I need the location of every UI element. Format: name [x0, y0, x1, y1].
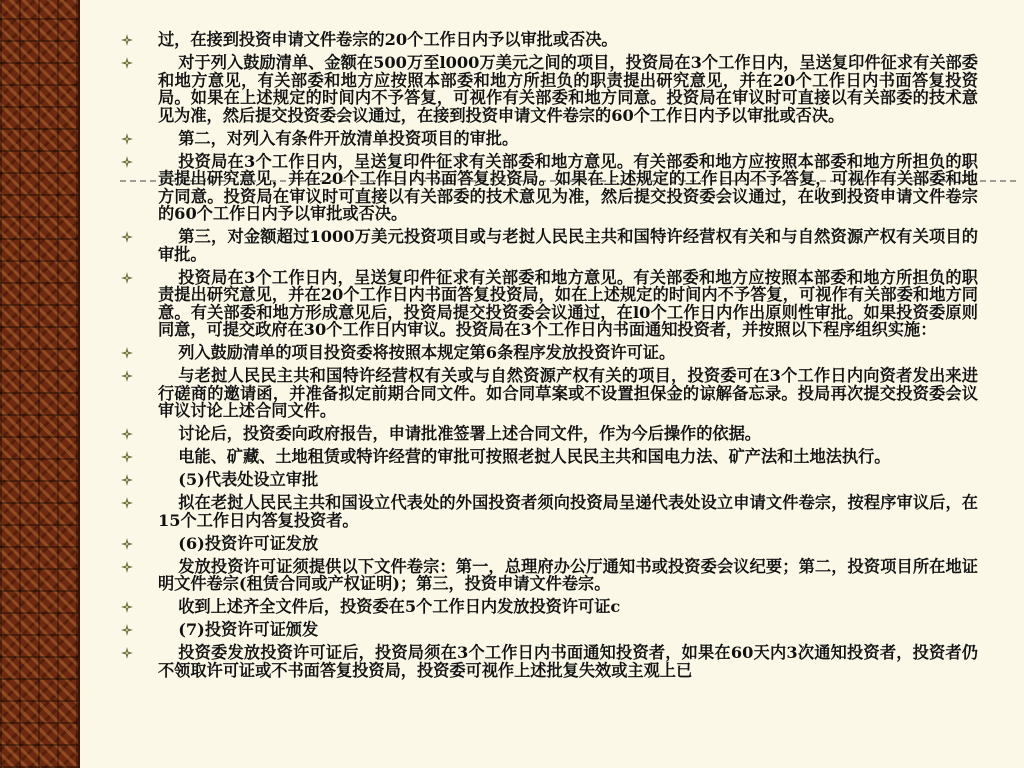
paragraph-text: 拟在老挝人民民主共和国设立代表处的外国投资者须向投资局呈递代表处设立申请文件卷宗，按程序审议后，在15个工作日内答复投资者。 — [158, 493, 978, 530]
paragraph-text: 发放投资许可证须提供以下文件卷宗：第一，总理府办公厅通知书或投资委会议纪要；第二，投资项目所在地证明文件卷宗(租赁合同或产权证明)；第三，投资申请文件卷宗。 — [158, 556, 978, 593]
paragraph-item — [112, 269, 978, 339]
paragraph-text: (6)投资许可证发放 — [178, 533, 319, 553]
paragraph-item — [112, 54, 978, 124]
sparkle-bullet-icon — [112, 494, 158, 510]
sparkle-bullet-icon — [112, 228, 158, 244]
sparkle-bullet-icon — [112, 425, 158, 441]
paragraph-text: (5)代表处设立审批 — [178, 470, 319, 489]
paragraph-item — [112, 367, 978, 420]
paragraph-text: 投资局在3个工作日内，呈送复印件征求有关部委和地方意见。有关部委和地方应按照本部委和地方所担负的职责提出研究意见，并在20个工作日内书面答复投资局，如在上述规定的时间内不予答复，可视作有关部委和地方同意。有关部委和地方形成意见后，投资局提交投资委会议通过，在l0个工作日内作出原则性审批。如果投资委原则同意，可提交政府在30个工作日内审议。投资局在3个工作日内书面通知投资者，并按照以下程序组织实施： — [158, 267, 978, 339]
sparkle-bullet-icon — [112, 31, 158, 47]
paragraph-item — [112, 644, 978, 679]
sparkle-bullet-icon — [112, 621, 158, 637]
paragraph-text: 第二，对列入有条件开放清单投资项目的审批。 — [178, 128, 519, 148]
paragraph-text: 电能、矿藏、土地租赁或特许经营的审批可按照老挝人民民主共和国电力法、矿产法和土地法执行。 — [178, 447, 891, 466]
decorative-side-strip — [0, 0, 78, 768]
sparkle-bullet-icon — [112, 644, 158, 660]
paragraph-item — [112, 621, 978, 639]
paragraph-item — [112, 344, 978, 362]
sparkle-bullet-icon — [112, 471, 158, 487]
paragraph-text: 讨论后，投资委向政府报告，申请批准签署上述合同文件，作为今后操作的依据。 — [178, 424, 761, 443]
paragraph-item — [112, 31, 978, 49]
sparkle-bullet-icon — [112, 448, 158, 464]
sparkle-bullet-icon — [112, 153, 158, 169]
paragraph-text: 收到上述齐全文件后，投资委在5个工作日内发放投资许可证c — [178, 597, 621, 616]
paragraph-text: 列入鼓励清单的项目投资委将按照本规定第6条程序发放投资许可证。 — [178, 343, 676, 362]
paragraph-item — [112, 535, 978, 553]
paragraph-text: 与老挝人民民主共和国特许经营权有关或与自然资源产权有关的项目，投资委可在3个工作日内向资者发出来进行磋商的邀请函，并准备拟定前期合同文件。如合同草案或不设置担保金的谅解备忘录。投局再次提交投资委会议审议讨论上述合同文件。 — [158, 366, 978, 420]
paragraph-item — [112, 228, 978, 263]
sparkle-bullet-icon — [112, 535, 158, 551]
document-body — [112, 31, 978, 685]
sparkle-bullet-icon — [112, 344, 158, 360]
paragraph-text: 第三，对金额超过1000万美元投资项目或与老挝人民民主共和国特许经营权有关和与自然资源产权有关项目的审批。 — [158, 227, 978, 264]
paragraph-item — [112, 153, 978, 223]
paragraph-text: 对于列入鼓励清单、金额在500万至l000万美元之间的项目，投资局在3个工作日内，呈送复印件征求有关部委和地方意见，有关部委和地方应按照本部委和地方所担负的职责提出研究意见，并在20个工作日内书面答复投资局。如果在上述规定的时间内不予答复，可视作有关部委和地方同意。投资局在审议时可直接以有关部委的技术意见为准，然后提交投资委会议通过，在接到投资申请文件卷宗的60个工作日内予以审批或否决。 — [158, 53, 978, 125]
paragraph-text: (7)投资许可证颁发 — [178, 620, 319, 639]
sparkle-bullet-icon — [112, 558, 158, 574]
paragraph-item — [112, 130, 978, 148]
paragraph-text: 过，在接到投资申请文件卷宗的20个工作日内予以审批或否决。 — [158, 30, 618, 49]
paragraph-text: 投资委发放投资许可证后，投资局须在3个工作日内书面通知投资者，如果在60天内3次通知投资者，投资者仍不领取许可证或不书面答复投资局，投资委可视作上述批复失效或主观上已 — [158, 643, 978, 680]
sparkle-bullet-icon — [112, 130, 158, 146]
sparkle-bullet-icon — [112, 269, 158, 285]
paragraph-item — [112, 558, 978, 593]
sparkle-bullet-icon — [112, 54, 158, 70]
sparkle-bullet-icon — [112, 598, 158, 614]
paragraph-item — [112, 425, 978, 443]
sparkle-bullet-icon — [112, 367, 158, 383]
paragraph-item — [112, 598, 978, 616]
paragraph-item — [112, 448, 978, 466]
paragraph-item — [112, 471, 978, 489]
paragraph-text: 投资局在3个工作日内，呈送复印件征求有关部委和地方意见。有关部委和地方应按照本部委和地方所担负的职责提出研究意见，并在20个工作日内书面答复投资局。如果在上述规定的工作日内不予答复，可视作有关部委和地方同意。投资局在审议时可直接以有关部委的技术意见为准，然后提交投资委会议通过，在收到投资申请文件卷宗的60个工作日内予以审批或否决。 — [158, 151, 978, 223]
paragraph-item — [112, 494, 978, 529]
side-strip-edge — [78, 0, 80, 768]
